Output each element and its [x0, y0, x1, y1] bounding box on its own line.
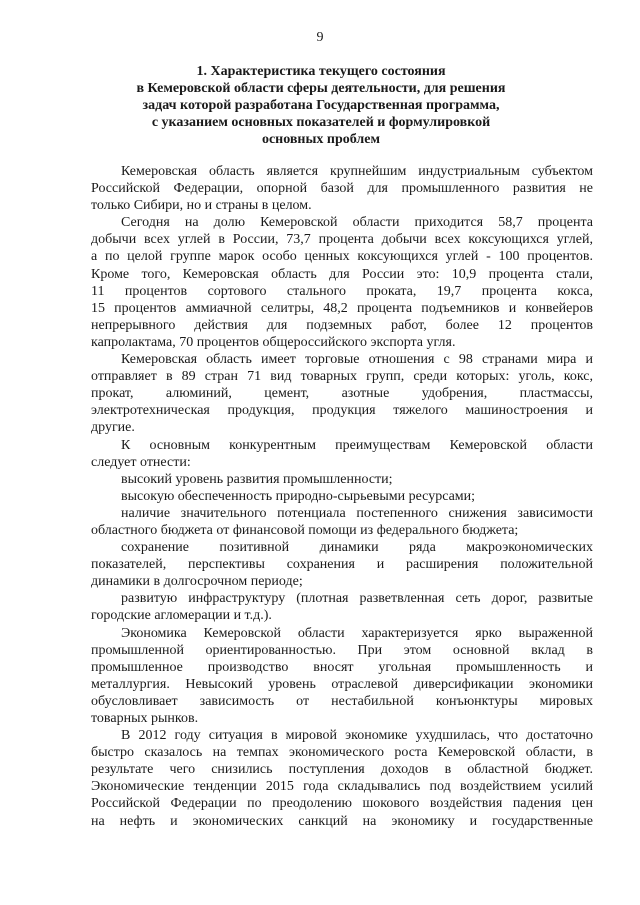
text-line: Российской Федерации, опорной базой для промышленного развития не [91, 181, 593, 197]
heading-line: в Кемеровской области сферы деятельности, для решения [136, 81, 506, 96]
list-item [91, 590, 593, 624]
text-line: высокий уровень развития промышленности; [121, 471, 393, 487]
paragraph [91, 214, 593, 351]
text-line: быстро сказалось на темпах экономического роста Кемеровской области, в [91, 745, 593, 761]
document-body [91, 163, 593, 830]
text-line: высокую обеспеченность природно-сырьевыми ресурсами; [121, 488, 476, 504]
text-line: другие. [91, 420, 135, 436]
list-item [91, 505, 593, 539]
text-line: Кемеровская область имеет торговые отношения с 98 странами мира и [121, 352, 593, 368]
text-line: прокат, алюминий, цемент, азотные удобрения, пластмассы, [91, 386, 593, 402]
text-line: на нефть и экономических санкций на экономику и государственные [91, 813, 593, 829]
text-line: непрерывного действия для подземных работ, более 12 процентов [91, 317, 593, 333]
text-line: В 2012 году ситуация в мировой экономике ухудшилась, что достаточно [121, 728, 593, 744]
text-line: обусловливает зависимость от нестабильной конъюнктуры мировых [91, 693, 593, 709]
text-line: электротехническая продукция, продукция тяжелого машиностроения и [91, 403, 593, 419]
paragraph [91, 625, 593, 728]
text-line: только Сибири, но и страны в целом. [91, 198, 312, 214]
heading-line: с указанием основных показателей и формулировкой [151, 115, 491, 130]
text-line: промышленное производство вносят угольная промышленность и [91, 659, 593, 675]
text-line: Экономика Кемеровской области характеризуется ярко выраженной [121, 625, 593, 641]
text-line: 11 процентов сортового стального проката, 19,7 процента кокса, [91, 283, 593, 299]
text-line: показателей, перспективы сохранения и расширения положительной [91, 557, 593, 573]
text-line: К основным конкурентным преимуществам Кемеровской области [121, 437, 593, 453]
section-heading [90, 63, 552, 148]
page-number: 9 [316, 30, 324, 45]
list-item [91, 471, 593, 488]
text-line: Кроме того, Кемеровская область для России это: 10,9 процента стали, [91, 266, 593, 282]
text-line: капролактама, 70 процентов общероссийского экспорта угля. [91, 334, 456, 350]
list-item [91, 539, 593, 590]
paragraph [91, 727, 593, 830]
text-line: металлургия. Невысокий уровень отраслевой диверсификации экономики [91, 676, 593, 692]
paragraph [91, 163, 593, 214]
text-line: сохранение позитивной динамики ряда макроэкономических [121, 540, 593, 556]
text-line: Экономические тенденции 2015 года складывались под воздействием усилий [91, 779, 593, 795]
text-line: отправляет в 89 стран 71 вид товарных групп, среди которых: уголь, кокс, [91, 369, 593, 385]
list-item [91, 488, 593, 505]
text-line: динамики в долгосрочном периоде; [91, 574, 303, 590]
text-line: 15 процентов аммиачной селитры, 48,2 процента подъемников и конвейеров [91, 300, 593, 316]
text-line: а по целой группе марок особо ценных коксующихся углей - 100 процентов. [91, 249, 593, 265]
text-line: наличие значительного потенциала постепенного снижения зависимости [121, 505, 593, 521]
text-line: результате чего снизились поступления доходов в областной бюджет. [91, 762, 593, 778]
text-line: Кемеровская область является крупнейшим индустриальным субъектом [121, 164, 593, 179]
text-line: следует отнести: [91, 454, 191, 470]
text-line: добычи всех углей в России, 73,7 процента добычи всех коксующихся углей, [91, 232, 593, 248]
text-line: Сегодня на долю Кемеровской области приходится 58,7 процента [121, 215, 593, 231]
text-line: городские агломерации и т.д.). [91, 608, 272, 624]
heading-line: 1. Характеристика текущего состояния [196, 64, 446, 79]
text-line: развитую инфраструктуру (плотная разветвленная сеть дорог, развитые [121, 591, 593, 607]
text-line: Российской Федерации по преодолению шокового воздействия падения цен [91, 796, 593, 812]
text-line: товарных рынков. [91, 711, 199, 726]
heading-line: задач которой разработана Государственная программа, [142, 98, 500, 113]
paragraph [91, 351, 593, 436]
text-line: промышленной ориентированностью. При этом основной вклад в [91, 642, 593, 658]
heading-line: основных проблем [261, 132, 381, 147]
text-line: областного бюджета от финансовой помощи из федерального бюджета; [91, 522, 519, 538]
paragraph [91, 437, 593, 471]
